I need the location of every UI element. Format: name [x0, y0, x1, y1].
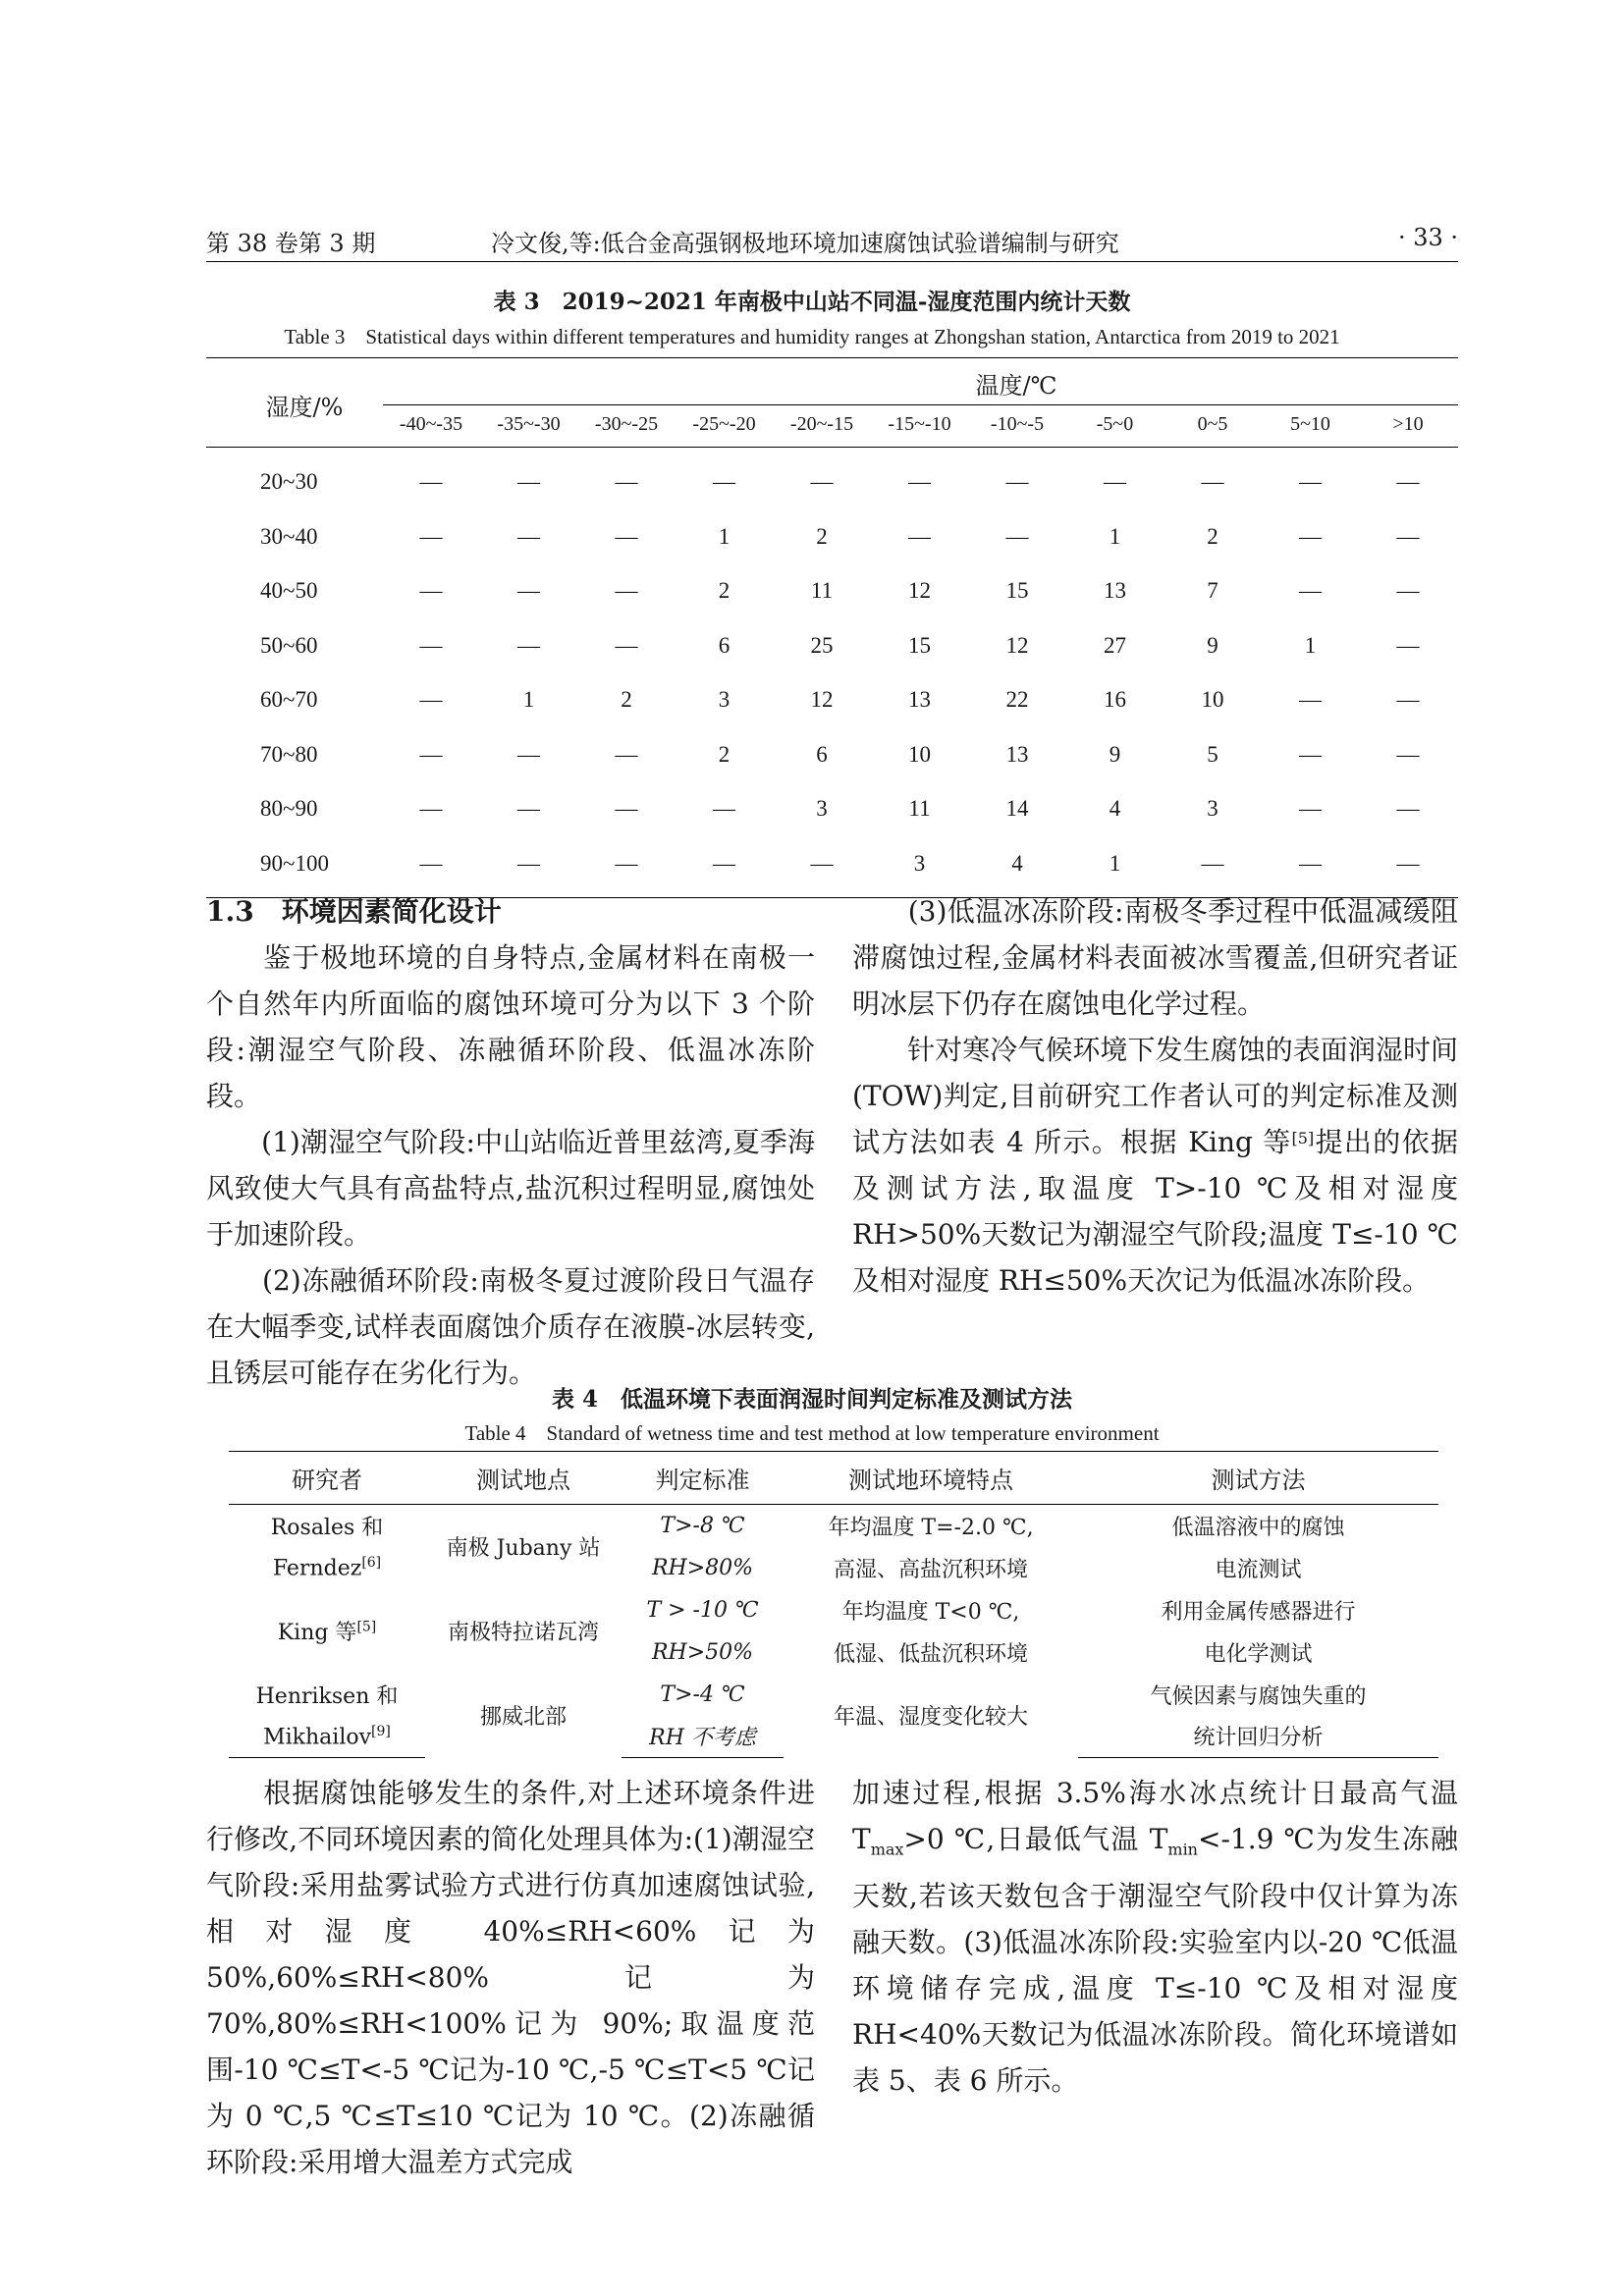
- temp-range-header: -30~-25: [594, 413, 659, 435]
- researcher-name-text: King 等: [277, 1621, 357, 1645]
- citation-ref: [5]: [1291, 1129, 1315, 1148]
- table-cell: —: [615, 523, 638, 549]
- journal-issue: 第 38 卷第 3 期: [206, 230, 376, 257]
- table-cell: —: [517, 741, 540, 767]
- table3: [206, 357, 1458, 898]
- table3-header: [206, 358, 1458, 448]
- temp-range-header: 5~10: [1290, 413, 1330, 435]
- temp-range-header: -40~-35: [399, 413, 463, 435]
- table4-caption-zh: 表 4 低温环境下表面润湿时间判定标准及测试方法: [551, 1386, 1072, 1413]
- table-cell: —: [1299, 687, 1322, 712]
- table-cell: —: [517, 796, 540, 821]
- table-cell: 10: [1201, 687, 1224, 712]
- table-cell: 3: [718, 687, 731, 712]
- table-cell: 3: [816, 796, 828, 821]
- column-header: 测试方法: [1078, 1452, 1438, 1505]
- environment: 年温、湿度变化较大: [833, 1705, 1028, 1730]
- temp-range-header: -20~-15: [789, 413, 854, 435]
- test-method: 气候因素与腐蚀失重的: [1150, 1683, 1367, 1709]
- criterion: RH>50%: [651, 1639, 754, 1665]
- paragraph-text: 针对寒冷气候环境下发生腐蚀的表面润湿时间(TOW)判定,目前研究工作者认可的判定标准及测试方法如表 4 所示。根据 King 等: [852, 1034, 1458, 1158]
- researcher-name-text: Mikhailov: [263, 1724, 372, 1749]
- table-cell: —: [419, 796, 443, 821]
- humidity-range: 20~30: [260, 469, 318, 494]
- table-cell: —: [1104, 469, 1126, 494]
- table-cell: 1: [1304, 632, 1317, 658]
- section-title: 环境因素简化设计: [281, 895, 502, 928]
- table-row: [206, 728, 1458, 783]
- table-cell: —: [419, 850, 443, 876]
- right-column-upper: [852, 888, 1458, 1304]
- paragraph-text: >0 ℃,日最低气温 T: [903, 1823, 1168, 1855]
- table-cell: 1: [718, 523, 731, 549]
- table-cell: —: [1396, 523, 1420, 549]
- researcher-name: Henriksen 和: [255, 1683, 399, 1709]
- environment: 低湿、低盐沉积环境: [833, 1641, 1028, 1667]
- table-row: [206, 510, 1458, 565]
- table-cell: 12: [810, 687, 834, 712]
- table-cell: —: [713, 850, 735, 876]
- criterion: T>-4 ℃: [660, 1682, 745, 1707]
- table-cell: 3: [1207, 796, 1218, 821]
- humidity-label: 湿度/%: [265, 394, 344, 421]
- table-cell: —: [1299, 578, 1322, 603]
- table-cell: —: [615, 632, 638, 658]
- table-cell: 11: [908, 796, 931, 821]
- paragraph-text: <-1.9 ℃为发生冻融天数,若该天数包含于潮湿空气阶段中仅计算为冻融天数。(3)低温冰冻阶段:实验室内以-20 ℃低温环境储存完成,温度 T≤-10 ℃及相对湿度 RH<40%天数记为低温冰冻阶段。简化环境谱如表 5、表 6 所示。: [852, 1823, 1458, 2097]
- table-cell: —: [419, 632, 443, 658]
- humidity-range: 70~80: [260, 741, 318, 767]
- table-cell: 9: [1109, 741, 1121, 767]
- humidity-range: 90~100: [260, 850, 329, 876]
- test-method: 电化学测试: [1204, 1641, 1313, 1667]
- subscript: max: [870, 1840, 904, 1859]
- table-cell: —: [810, 850, 834, 876]
- table-cell: —: [615, 796, 638, 821]
- table-cell: 25: [810, 632, 834, 658]
- table-cell: —: [419, 523, 443, 549]
- subscript: min: [1167, 1840, 1198, 1859]
- humidity-range: 30~40: [260, 523, 318, 549]
- column-header: 测试地环境特点: [784, 1452, 1078, 1505]
- criterion: RH 不考虑: [622, 1716, 784, 1758]
- environment: 高湿、高盐沉积环境: [833, 1557, 1028, 1582]
- criterion: T > -10 ℃: [646, 1597, 759, 1623]
- table-cell: 15: [908, 632, 931, 658]
- humidity-range: 80~90: [260, 796, 318, 821]
- paragraph: [852, 1770, 1458, 2104]
- environment: 年均温度 T=-2.0 ℃,: [828, 1515, 1034, 1540]
- table-cell: 10: [908, 741, 931, 767]
- table-cell: —: [1299, 796, 1322, 821]
- table-cell: 13: [1104, 578, 1126, 603]
- page-number: · 33 ·: [1397, 224, 1458, 251]
- table-cell: —: [419, 687, 443, 712]
- table-cell: —: [1396, 796, 1420, 821]
- temp-range-header: -25~-20: [692, 413, 756, 435]
- table-row: [229, 1505, 1438, 1547]
- table-cell: 2: [718, 578, 731, 603]
- table-cell: 4: [1011, 850, 1023, 876]
- citation-ref: [9]: [371, 1723, 391, 1739]
- humidity-range: 40~50: [260, 578, 318, 603]
- test-method: 利用金属传感器进行: [1161, 1599, 1356, 1625]
- table-cell: —: [615, 578, 638, 603]
- temp-range-header: 0~5: [1197, 413, 1228, 435]
- table-cell: —: [908, 523, 931, 549]
- temp-range-header: -10~-5: [990, 413, 1045, 435]
- table-cell: —: [615, 469, 638, 494]
- table-cell: —: [517, 578, 540, 603]
- table-cell: 4: [1109, 796, 1121, 821]
- environment: 年均温度 T<0 ℃,: [841, 1599, 1020, 1625]
- table-cell: 14: [1005, 796, 1029, 821]
- table-cell: —: [419, 469, 443, 494]
- section-heading: [206, 888, 815, 934]
- table-cell: 9: [1207, 632, 1218, 658]
- table-cell: 6: [718, 632, 731, 658]
- table3-caption-en: Table 3 Statistical days within different temperatures and humidity ranges at Zhongshan station, Antarctica from 2019 to 2021: [284, 325, 1340, 348]
- running-title: 冷文俊,等:低合金高强钢极地环境加速腐蚀试验谱编制与研究: [491, 230, 1119, 257]
- table4: [229, 1451, 1438, 1758]
- paragraph-text: 提出的依据及测试方法,取温度 T>-10 ℃及相对湿度 RH>50%天数记为潮湿空气阶段;温度 T≤-10 ℃及相对湿度 RH≤50%天次记为低温冰冻阶段。: [852, 1126, 1458, 1297]
- table-cell: 13: [908, 687, 931, 712]
- table-cell: 11: [810, 578, 834, 603]
- humidity-range: 60~70: [260, 687, 318, 712]
- paragraph: [852, 1027, 1458, 1304]
- citation-ref: [5]: [356, 1619, 377, 1635]
- table-row: [229, 1674, 1438, 1716]
- right-column-lower: [852, 1770, 1458, 2104]
- table-cell: —: [1299, 741, 1322, 767]
- table-row: [206, 782, 1458, 837]
- researcher-name: [229, 1547, 425, 1589]
- test-site: 南极特拉诺瓦湾: [447, 1621, 599, 1645]
- table-cell: —: [1396, 632, 1420, 658]
- researcher-name: [229, 1589, 425, 1674]
- header-sub-rule: [383, 404, 1458, 405]
- table-cell: 7: [1207, 578, 1218, 603]
- table-row: [229, 1547, 1438, 1589]
- table-cell: 2: [816, 523, 828, 549]
- paragraph: (3)低温冰冻阶段:南极冬季过程中低温减缓阻滞腐蚀过程,金属材料表面被冰雪覆盖,但研究者证明冰层下仍存在腐蚀电化学过程。: [852, 895, 1458, 1020]
- criterion: RH>80%: [651, 1555, 754, 1580]
- researcher-name: [229, 1716, 425, 1758]
- column-header: 判定标准: [622, 1452, 784, 1505]
- table-cell: 1: [1109, 523, 1121, 549]
- table-cell: 6: [816, 741, 828, 767]
- table-cell: 1: [522, 687, 535, 712]
- table-cell: —: [1005, 469, 1029, 494]
- table-cell: —: [517, 850, 540, 876]
- table-cell: —: [517, 523, 540, 549]
- table-cell: —: [1396, 469, 1420, 494]
- criterion: T>-8 ℃: [660, 1513, 745, 1538]
- table-cell: 15: [1005, 578, 1029, 603]
- temp-range-header: -5~0: [1096, 413, 1134, 435]
- test-site: 挪威北部: [479, 1705, 567, 1730]
- table-cell: 1: [1109, 850, 1121, 876]
- table-cell: —: [1005, 523, 1029, 549]
- paragraph: 根据腐蚀能够发生的条件,对上述环境条件进行修改,不同环境因素的简化处理具体为:(1)潮湿空气阶段:采用盐雾试验方式进行仿真加速腐蚀试验,相对湿度 40%≤RH<60%记为 50%,60%≤RH<80%记为 70%,80%≤RH<100%记为 90%;取温度范围-10 ℃≤T<-5 ℃记为-10 ℃,-5 ℃≤T<5 ℃记为 0 ℃,5 ℃≤T≤10 ℃记为 10 ℃。(2)冻融循环阶段:采用增大温差方式完成: [206, 1777, 815, 2178]
- researcher-name-text: Ferndez: [272, 1556, 362, 1581]
- table-cell: —: [615, 850, 638, 876]
- table-row: [206, 673, 1458, 728]
- table-row: [206, 564, 1458, 619]
- left-column-upper: [206, 888, 815, 1396]
- table-cell: 12: [1005, 632, 1029, 658]
- paragraph: (1)潮湿空气阶段:中山站临近普里兹湾,夏季海风致使大气具有高盐特点,盐沉积过程明显,腐蚀处于加速阶段。: [206, 1126, 815, 1251]
- header-rule: [206, 261, 1458, 262]
- temp-range-header: >10: [1392, 413, 1424, 435]
- table-cell: 12: [908, 578, 931, 603]
- table-cell: —: [419, 741, 443, 767]
- table-cell: —: [908, 469, 931, 494]
- table-cell: —: [1299, 850, 1322, 876]
- temp-range-header: -35~-30: [497, 413, 561, 435]
- table-cell: 13: [1005, 741, 1029, 767]
- table-cell: —: [1396, 578, 1420, 603]
- table-cell: —: [1396, 850, 1420, 876]
- table-cell: —: [1299, 469, 1322, 494]
- left-column-lower: [206, 1770, 815, 2185]
- table-cell: —: [1201, 469, 1224, 494]
- table-cell: 22: [1005, 687, 1029, 712]
- table-row: [206, 619, 1458, 674]
- table-cell: —: [419, 578, 443, 603]
- table-cell: —: [713, 796, 735, 821]
- table-cell: —: [517, 469, 540, 494]
- section-number: 1.3: [206, 895, 254, 928]
- table-row: [206, 455, 1458, 510]
- table-cell: 2: [1207, 523, 1218, 549]
- citation-ref: [6]: [361, 1554, 382, 1571]
- test-method: 统计回归分析: [1078, 1716, 1438, 1758]
- column-header: 测试地点: [425, 1452, 622, 1505]
- table-row: [206, 837, 1458, 892]
- table-cell: 3: [913, 850, 926, 876]
- table-cell: —: [1299, 523, 1322, 549]
- paragraph: (2)冻融循环阶段:南极冬夏过渡阶段日气温存在大幅季变,试样表面腐蚀介质存在液膜-冰层转变,且锈层可能存在劣化行为。: [206, 1264, 815, 1389]
- humidity-range: 50~60: [260, 632, 318, 658]
- test-site: 南极 Jubany 站: [446, 1536, 601, 1562]
- test-method: 低温溶液中的腐蚀: [1171, 1515, 1345, 1540]
- temp-range-header: -15~-10: [888, 413, 951, 435]
- table3-caption-zh: 表 3 2019~2021 年南极中山站不同温-湿度范围内统计天数: [493, 289, 1131, 315]
- table4-caption-en: Table 4 Standard of wetness time and test method at low temperature environment: [464, 1421, 1160, 1445]
- table-cell: —: [517, 632, 540, 658]
- paragraph: 鉴于极地环境的自身特点,金属材料在南极一个自然年内所面临的腐蚀环境可分为以下 3 个阶段:潮湿空气阶段、冻融循环阶段、低温冰冻阶段。: [206, 941, 815, 1112]
- table-cell: —: [810, 469, 834, 494]
- table-cell: —: [713, 469, 735, 494]
- test-method: 电流测试: [1215, 1557, 1302, 1582]
- researcher-name: Rosales 和: [270, 1515, 384, 1540]
- table-row: [229, 1589, 1438, 1631]
- column-header: 研究者: [229, 1452, 425, 1505]
- table-cell: —: [1201, 850, 1224, 876]
- temperature-label: 温度/℃: [975, 372, 1057, 400]
- table-cell: —: [1396, 741, 1420, 767]
- table-cell: 5: [1207, 741, 1218, 767]
- table-cell: —: [615, 741, 638, 767]
- paragraph-text: 加速过程,根据 3.5%海水冰点统计日最高气温 T: [852, 1777, 1458, 1855]
- table-cell: 27: [1104, 632, 1126, 658]
- table-cell: 2: [621, 687, 632, 712]
- table-cell: 16: [1104, 687, 1126, 712]
- table-cell: —: [1396, 687, 1420, 712]
- table-cell: 2: [718, 741, 731, 767]
